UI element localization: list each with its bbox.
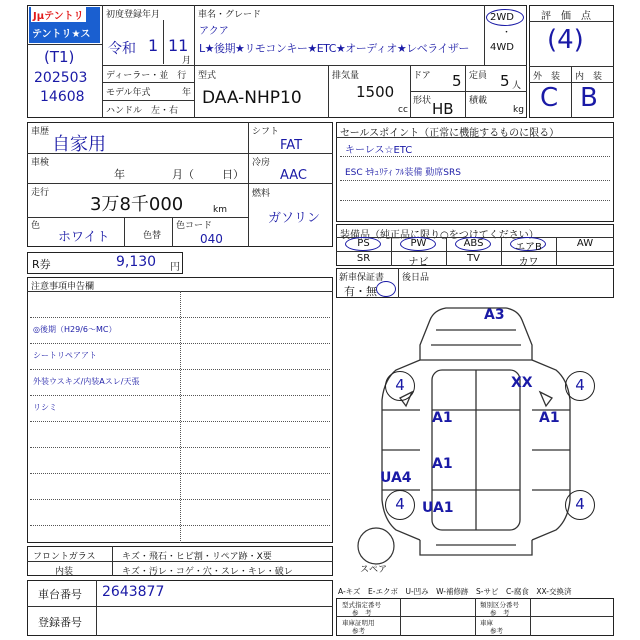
eval-label: 評 価 点	[541, 11, 591, 22]
color-code-value: 040	[200, 232, 223, 246]
equip-ps: PS	[357, 238, 370, 249]
damage-label-xx: XX	[511, 375, 533, 391]
equip-pw: PW	[410, 238, 427, 249]
fuel-label: 燃料	[252, 189, 271, 199]
displacement-unit: cc	[398, 105, 408, 115]
model-label: 型式	[198, 71, 217, 81]
equipment-label: 装備品（純正品に限り○をつけてください）	[340, 230, 539, 241]
shift-label: シフト	[252, 127, 280, 137]
recycle-unit: 円	[170, 262, 180, 273]
displacement-value: 1500	[356, 83, 395, 101]
equip-abs: ABS	[463, 238, 484, 249]
load-unit: kg	[513, 105, 524, 115]
selling-line1: キーレス☆ETC	[345, 145, 413, 156]
car-grade: L★後期★リモコンキー★ETC★オーディオ★レベライザー	[199, 42, 469, 55]
notes-line-3: 外装ウスキズ/内装Aスレ/天張	[33, 377, 140, 386]
history-value: 自家用	[52, 134, 106, 155]
eval-int-label: 内 装	[575, 72, 603, 82]
interior-label: 内装	[55, 567, 74, 577]
eval-ext: C	[540, 83, 559, 113]
shape-label: 形状	[413, 96, 432, 106]
drive-2wd: 2WD	[490, 12, 514, 23]
reg-number-label: 登録番号	[38, 616, 82, 629]
handle-label: ハンドル 左・右	[106, 106, 179, 116]
recycle-value: 9,130	[116, 254, 157, 270]
equip-airbag: エアB	[515, 242, 542, 253]
capacity-value: 5	[500, 72, 510, 90]
logo-line2: テントリ★スター	[32, 29, 91, 55]
chassis-label: 車台番号	[38, 588, 82, 601]
color-label: 色	[31, 221, 41, 231]
damage-label-a3: A3	[484, 307, 505, 323]
first-reg-month-unit: 月	[182, 56, 192, 66]
tire-front-left: 4	[385, 371, 415, 401]
chassis-value: 2643877	[102, 584, 165, 600]
aircon-label: 冷房	[252, 158, 271, 168]
footer-d: 参考	[352, 627, 365, 635]
header-number-1: 202503	[34, 70, 88, 86]
model-year-label: モデル年式	[106, 88, 151, 98]
footer-f: 参考	[490, 627, 503, 635]
doors-label: ドア	[413, 71, 431, 81]
tire-rear-left: 4	[385, 490, 415, 520]
mileage-unit: km	[213, 205, 227, 215]
back-item-label: 後日品	[402, 273, 430, 283]
first-reg-era: 令和	[108, 41, 136, 57]
grade-code: (T1)	[44, 48, 75, 66]
spare-label: スペア	[360, 565, 388, 575]
equip-tv: TV	[467, 253, 480, 264]
selling-label: セールスポイント（正常に機能するものに限る）	[340, 128, 560, 139]
warranty-value: 有・無	[344, 285, 377, 298]
equip-aw: AW	[576, 238, 594, 249]
first-reg-month: 11	[168, 36, 189, 55]
inspection-year: 年	[114, 168, 125, 181]
inspection-month: 月（	[172, 168, 194, 181]
tire-front-right: 4	[565, 371, 595, 401]
equip-sr: SR	[356, 253, 371, 264]
mileage-value: 3万8千000	[90, 194, 184, 215]
equip-leather: カワ	[518, 257, 539, 268]
first-reg-label: 初度登録年月	[106, 10, 161, 20]
footer-c: 車庫証明用	[342, 619, 375, 627]
equip-navi: ナビ	[408, 257, 429, 268]
damage-label-a1-center: A1	[432, 456, 453, 472]
car-name: アクア	[199, 26, 229, 37]
legend: A-キズ E-エクボ U-凹み W-補修跡 S-サビ C-腐食 XX-交換済	[338, 587, 572, 596]
drive-4wd: 4WD	[490, 42, 514, 53]
eval-ext-label: 外 装	[533, 72, 561, 82]
logo	[29, 7, 100, 55]
fuel-value: ガソリン	[268, 211, 321, 226]
warranty-label: 新車保証書	[339, 273, 385, 283]
damage-label-a1-left: A1	[432, 410, 453, 426]
damage-label-ua1: UA1	[422, 500, 454, 516]
eval-score: (4)	[547, 25, 584, 55]
front-glass-label: フロントガラス	[33, 552, 96, 562]
displacement-label: 排気量	[332, 71, 360, 81]
car-name-label: 車名・グレード	[198, 10, 262, 20]
drive-dot: ・	[502, 28, 512, 38]
footer-h: 参 考	[490, 609, 510, 617]
dealer-label: ディーラー・並 行	[106, 71, 187, 81]
model-year-unit: 年	[182, 88, 192, 98]
notes-line-4: リシミ	[33, 403, 57, 412]
shift-value: FAT	[280, 138, 303, 153]
model-value: DAA-NHP10	[202, 88, 302, 108]
logo-line1: Jμテントリ	[31, 7, 86, 22]
car-diagram	[336, 300, 614, 570]
notes-line-2: シートリペアアト	[33, 351, 97, 360]
capacity-unit: 人	[512, 81, 522, 91]
load-label: 積載	[469, 96, 488, 106]
header-number-2: 14608	[40, 89, 85, 105]
eval-int: B	[580, 83, 598, 113]
inspection-label: 車検	[31, 158, 50, 168]
notes-label: 注意事項申告欄	[31, 282, 95, 292]
footer-e: 車庫	[480, 619, 493, 627]
notes-line-1: ◎後期（H29/6〜MC）	[33, 325, 117, 334]
mileage-label: 走行	[31, 188, 50, 198]
damage-label-ua4: UA4	[380, 470, 412, 486]
color-code-label: 色コード	[176, 221, 213, 231]
footer-a: 型式指定番号	[342, 601, 381, 609]
capacity-label: 定員	[469, 71, 488, 81]
shape-value: HB	[432, 100, 454, 118]
recycle-label: R券	[32, 258, 51, 271]
color-value: ホワイト	[58, 230, 110, 245]
warranty-none-circle	[376, 281, 396, 297]
history-label: 車歴	[31, 127, 50, 137]
footer-b: 類別区分番号	[480, 601, 519, 609]
doors-value: 5	[452, 72, 462, 90]
front-glass-value: キズ・飛石・ヒビ割・リペア跡・X要	[122, 552, 272, 562]
inspection-day: 日）	[222, 168, 244, 181]
damage-label-a1-right: A1	[539, 410, 560, 426]
selling-line2: ESC ｾｷｭﾘﾃｨ ﾌﾙ装備 動席SRS	[345, 168, 461, 178]
color-swap-label: 色替	[143, 231, 162, 241]
tire-rear-right: 4	[565, 490, 595, 520]
interior-value: キズ・汚レ・コゲ・穴・スレ・キレ・破レ	[122, 567, 293, 577]
aircon-value: AAC	[280, 168, 307, 183]
first-reg-year: 1	[148, 36, 159, 55]
footer-g: 参 考	[352, 609, 372, 617]
